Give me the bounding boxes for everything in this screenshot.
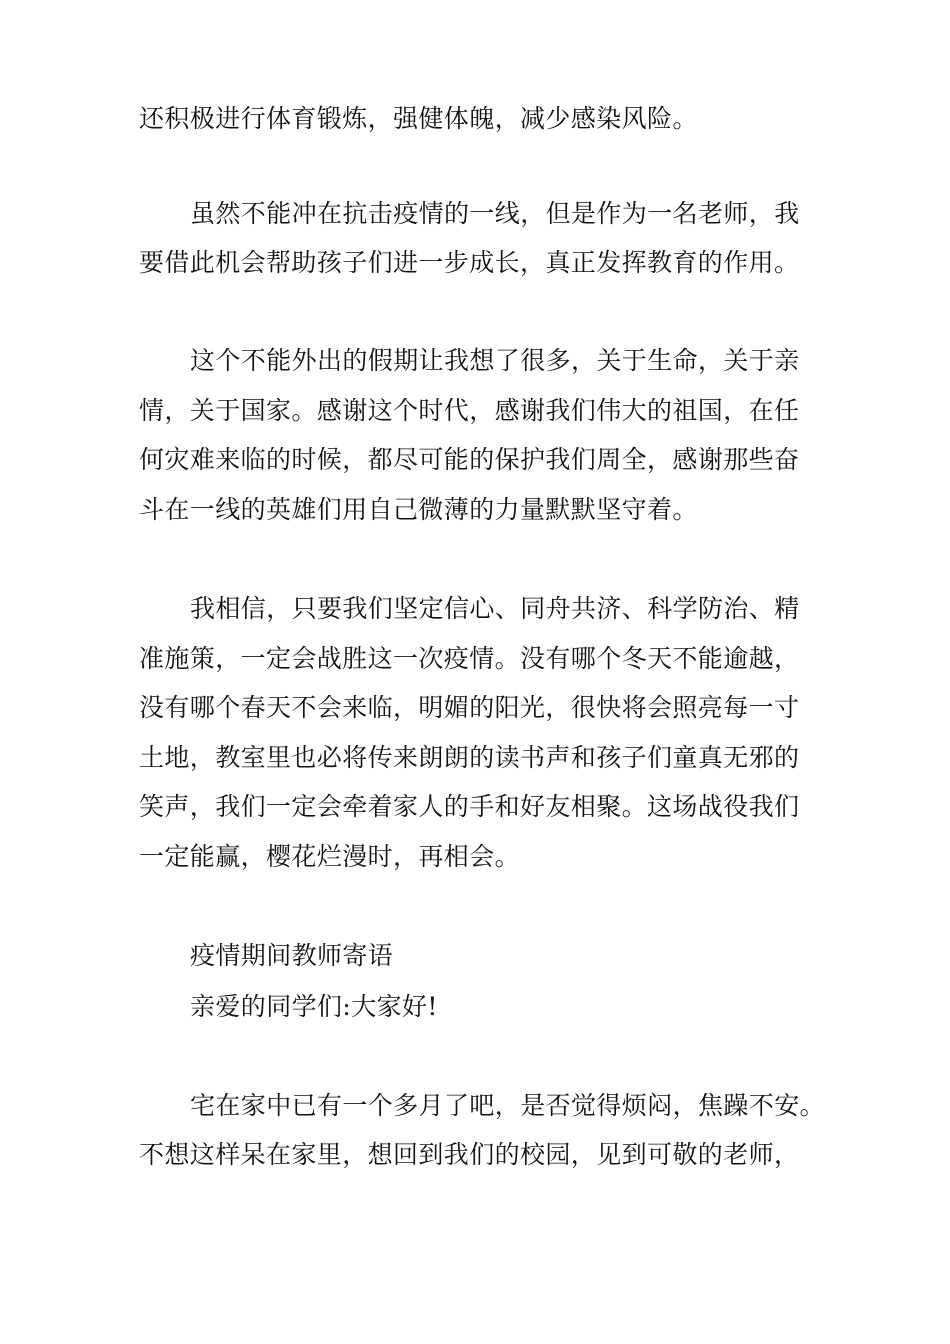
final-paragraph-line-1: 宅在家中已有一个多月了吧，是否觉得烦闷，焦躁不安。 [190, 1091, 826, 1120]
paragraph-3-line-4: 斗在一线的英雄们用自己微薄的力量默默坚守着。 [139, 495, 698, 524]
paragraph-3-line-1: 这个不能外出的假期让我想了很多，关于生命，关于亲 [190, 346, 800, 375]
final-paragraph-line-2: 不想这样呆在家里，想回到我们的校园，见到可敬的老师， [139, 1140, 800, 1169]
paragraph-4-line-1: 我相信，只要我们坚定信心、同舟共济、科学防治、精 [190, 594, 800, 623]
paragraph-3-line-2: 情，关于国家。感谢这个时代，感谢我们伟大的祖国，在任 [139, 396, 800, 425]
paragraph-3-line-3: 何灾难来临的时候，都尽可能的保护我们周全，感谢那些奋 [139, 445, 800, 474]
section-title: 疫情期间教师寄语 [190, 941, 394, 970]
paragraph-4-line-2: 准施策，一定会战胜这一次疫情。没有哪个冬天不能逾越， [139, 644, 800, 673]
greeting: 亲爱的同学们:大家好! [190, 992, 438, 1021]
paragraph-2-line-2: 要借此机会帮助孩子们进一步成长，真正发挥教育的作用。 [139, 248, 800, 277]
paragraph-4-line-5: 笑声，我们一定会牵着家人的手和好友相聚。这场战役我们 [139, 792, 800, 821]
paragraph-2-line-1: 虽然不能冲在抗击疫情的一线，但是作为一名老师，我 [190, 199, 800, 228]
paragraph-4-line-4: 土地，教室里也必将传来朗朗的读书声和孩子们童真无邪的 [139, 743, 800, 772]
paragraph-4-line-3: 没有哪个春天不会来临，明媚的阳光，很快将会照亮每一寸 [139, 693, 800, 722]
paragraph-4-line-6: 一定能赢，樱花烂漫时，再相会。 [139, 842, 521, 871]
paragraph-1-line-1: 还积极进行体育锻炼，强健体魄，减少感染风险。 [139, 104, 698, 133]
